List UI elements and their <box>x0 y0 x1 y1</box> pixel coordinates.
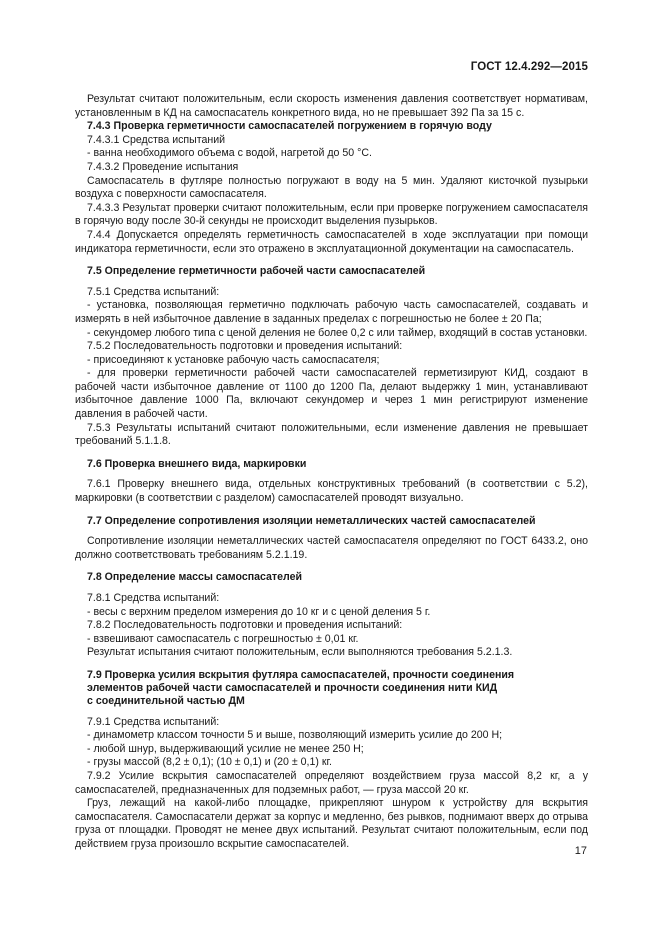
paragraph: - взвешивают самоспасатель с погрешностью ± 0,01 кг. <box>87 632 359 645</box>
paragraph: - секундомер любого типа с ценой деления не более 0,2 с или таймер, входящий в состав установки. <box>87 326 588 339</box>
section-heading-line: элементов рабочей части самоспасателей и прочности соединения нити КИД <box>87 682 498 695</box>
section-heading <box>75 669 588 709</box>
paragraph: - присоединяют к установке рабочую часть самоспасателя; <box>87 353 380 366</box>
section-heading-line: с соединительной частью ДМ <box>87 695 245 708</box>
paragraph: - ванна необходимого объема с водой, нагретой до 50 °С. <box>87 147 372 160</box>
paragraph: Самоспасатель в футляре полностью погружают в воду на 5 мин. Удаляют кисточкой пузырьки воздуха с поверхности самоспасателя. <box>75 174 588 201</box>
paragraph: 7.5.3 Результаты испытаний считают положительными, если изменение давления не превышает требований 5.1.1.8. <box>75 421 588 448</box>
paragraph: 7.8.2 Последовательность подготовки и проведения испытаний: <box>87 619 403 632</box>
document-header-id: ГОСТ 12.4.292—2015 <box>470 61 588 73</box>
paragraph: Результат считают положительным, если скорость изменения давления соответствует нормативам, установленным в КД на самоспасатель конкретного вида, но не превышает 392 Па за 15 с. <box>75 93 588 119</box>
section-heading: 7.8 Определение массы самоспасателей <box>87 571 302 584</box>
section-heading: 7.7 Определение сопротивления изоляции неметаллических частей самоспасателей <box>87 514 536 527</box>
paragraph: - динамометр классом точности 5 и выше, позволяющий измерить усилие до 200 Н; <box>87 729 503 742</box>
paragraph: 7.4.4 Допускается определять герметичность самоспасателей в ходе эксплуатации при помощи индикатора герметичности, если это отражено в эксплуатационной документации на самоспасатель. <box>75 228 588 255</box>
paragraph: 7.5.2 Последовательность подготовки и проведения испытаний: <box>87 340 403 353</box>
paragraph: Результат испытания считают положительным, если выполняются требования 5.2.1.3. <box>87 646 513 659</box>
paragraph: - для проверки герметичности рабочей части самоспасателей герметизируют КИД, создают в рабочей части избыточное давление от 1100 до 1200 Па, делают выдержку 1 мин, устанавливают избыточное давление 1000 Па, включают секундомер и через 1 мин регистрируют изменение давления в рабочей части. <box>75 367 588 421</box>
paragraph: 7.4.3.3 Результат проверки считают положительным, если при проверке погружением самоспасателя в горячую воду после 30-й секунды не происходит выделения пузырьков. <box>75 201 588 228</box>
paragraph: 7.9.2 Усилие вскрытия самоспасателей определяют воздействием груза массой 8,2 кг, а у самоспасателей, предназначенных для подземных работ, — груза массой 20 кг. <box>75 769 588 796</box>
document-body <box>75 93 588 852</box>
paragraph: 7.9.1 Средства испытаний: <box>87 715 220 728</box>
section-heading: 7.6 Проверка внешнего вида, маркировки <box>87 457 307 470</box>
paragraph: - любой шнур, выдерживающий усилие не менее 250 Н; <box>87 742 364 755</box>
page-number: 17 <box>574 845 587 857</box>
paragraph: Груз, лежащий на какой-либо площадке, прикрепляют шнуром к устройству для вскрытия самоспасателя. Самоспасатели держат за корпус и медленно, без рывков, поднимают вверх до отрыва груза от площадки. Проводят не менее двух испытаний. Результат считают положительным, если под действием груза произошло вскрытие самоспасателей. <box>75 797 588 850</box>
paragraph: - весы с верхним пределом измерения до 10 кг и с ценой деления 5 г. <box>87 605 431 618</box>
section-heading-line: 7.9 Проверка усилия вскрытия футляра самоспасателей, прочности соединения <box>87 668 515 681</box>
paragraph: 7.4.3.2 Проведение испытания <box>87 160 239 173</box>
paragraph: 7.5.1 Средства испытаний: <box>87 285 220 298</box>
paragraph: Сопротивление изоляции неметаллических частей самоспасателя определяют по ГОСТ 6433.2, оно должно соответствовать требованиям 5.2.1.19. <box>75 535 588 561</box>
paragraph: - грузы массой (8,2 ± 0,1); (10 ± 0,1) и (20 ± 0,1) кг. <box>87 756 332 769</box>
paragraph: 7.6.1 Проверку внешнего вида, отдельных конструктивных требований (в соответствии с 5.2), маркировки (в соответствии с разделом) самоспасателей проводят визуально. <box>75 478 588 505</box>
section-heading: 7.4.3 Проверка герметичности самоспасателей погружением в горячую воду <box>87 120 492 133</box>
section-heading: 7.5 Определение герметичности рабочей части самоспасателей <box>87 265 426 278</box>
paragraph: - установка, позволяющая герметично подключать рабочую часть самоспасателей, создавать и измерять в ней избыточное давление в заданных пределах с погрешностью не более ± 20 Па; <box>75 299 588 325</box>
paragraph: 7.8.1 Средства испытаний: <box>87 592 220 604</box>
paragraph: 7.4.3.1 Средства испытаний <box>87 133 226 146</box>
